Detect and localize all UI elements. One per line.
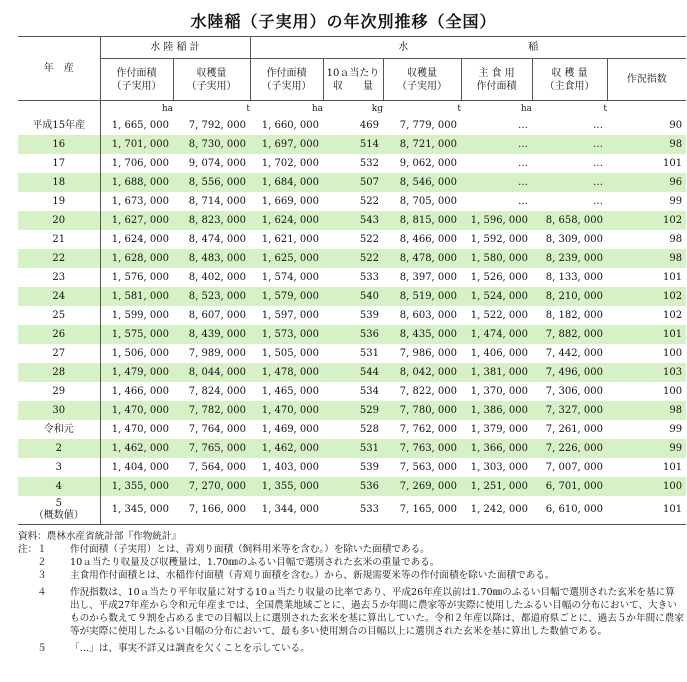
value-cell: 1, 505, 000 xyxy=(261,348,320,359)
column-header-line: 作付面積 xyxy=(266,67,307,79)
value-cell: 8, 044, 000 xyxy=(173,363,250,382)
value-cell: 7, 563, 000 xyxy=(399,462,458,473)
value-cell: 536 xyxy=(323,477,383,496)
value-cell: 101 xyxy=(607,496,686,525)
table-row xyxy=(18,458,686,477)
value-cell: 1, 576, 000 xyxy=(111,272,169,283)
value-cell: 1, 462, 000 xyxy=(250,439,323,458)
value-cell: 1, 702, 000 xyxy=(261,158,320,169)
footnote-text: 10ａ当たり収量及び収穫量は、1.70㎜のふるい目幅で選別された玄米の重量である。 xyxy=(70,557,440,568)
footnote-text: 作況指数は、10ａ当たり平年収量に対する10ａ当たり収量の比率であり、平成26年産以前は1.70㎜のふるい目幅で選別された玄米を基に算出し、平成27年産から令和元年産までは、全国農業地域ごとに、過去５か年間に農家等が実際に使用したふるい目幅の分布において、大きいものから数えて９割を占めるまでの目幅以上に選別された玄米を基に算出していた。令和２年産以降は、都道府県ごとに、過去５か年間に農家等が実際に使用したふるい目幅の分布において、最も多い使用割合の目幅以上に選別された玄米を基に算出した数値である。 xyxy=(70,587,684,637)
value-cell: 1, 303, 000 xyxy=(470,462,529,473)
source-note: 資料：農林水産省統計部『作物統計』 xyxy=(18,531,182,542)
value-cell: 98 xyxy=(607,135,686,154)
value-cell: 8, 042, 000 xyxy=(383,363,461,382)
table-row xyxy=(18,268,686,287)
unit-label: kg xyxy=(371,103,384,114)
unit-label: t xyxy=(246,103,251,114)
value-cell: 507 xyxy=(323,173,383,192)
value-cell: 8, 182, 000 xyxy=(545,310,604,321)
value-cell: 7, 986, 000 xyxy=(399,348,458,359)
value-cell: 1, 522, 000 xyxy=(470,310,529,321)
value-cell: 1, 628, 000 xyxy=(100,249,173,268)
value-cell: 1, 624, 000 xyxy=(250,211,323,230)
value-cell: 1, 697, 000 xyxy=(250,135,323,154)
value-cell: 1, 251, 000 xyxy=(461,477,532,496)
value-cell: 1, 470, 000 xyxy=(111,424,169,435)
value-cell: 1, 597, 000 xyxy=(261,310,320,321)
year-cell: 27 xyxy=(18,344,100,363)
value-cell: 7, 762, 000 xyxy=(399,424,458,435)
value-cell: 8, 603, 000 xyxy=(399,310,458,321)
value-cell: 8, 478, 000 xyxy=(383,249,461,268)
value-cell: 1, 470, 000 xyxy=(100,401,173,420)
value-cell: 8, 607, 000 xyxy=(188,310,247,321)
value-cell: 6, 701, 000 xyxy=(532,477,607,496)
footnote-text: 「…」は、事実不詳又は調査を欠くことを示している。 xyxy=(70,643,310,654)
footnote-key: ５ xyxy=(18,643,47,654)
value-cell: 102 xyxy=(607,211,686,230)
value-cell: 1, 669, 000 xyxy=(261,196,320,207)
table-body xyxy=(18,116,686,525)
column-header xyxy=(461,59,532,101)
value-cell: 6, 610, 000 xyxy=(532,496,607,525)
paddy-group-header-char2: 稲 xyxy=(528,42,539,53)
column-header-line: 作付面積 xyxy=(476,80,517,92)
value-cell: 8, 519, 000 xyxy=(383,287,461,306)
column-header xyxy=(173,59,250,101)
value-cell: 1, 366, 000 xyxy=(461,439,532,458)
value-cell: 7, 270, 000 xyxy=(173,477,250,496)
year-cell: 21 xyxy=(18,230,100,249)
value-cell: … xyxy=(518,158,529,169)
value-cell: … xyxy=(593,196,604,207)
year-cell: 28 xyxy=(18,363,100,382)
table-row xyxy=(18,382,686,401)
value-cell: 1, 665, 000 xyxy=(111,120,169,131)
value-cell: 1, 599, 000 xyxy=(111,310,169,321)
value-cell: 7, 882, 000 xyxy=(532,325,607,344)
value-cell: 1, 596, 000 xyxy=(461,211,532,230)
year-cell: 23 xyxy=(18,268,100,287)
value-cell: 8, 483, 000 xyxy=(173,249,250,268)
value-cell: 522 xyxy=(359,196,380,207)
value-cell: 1, 370, 000 xyxy=(470,386,529,397)
paddy-group-header xyxy=(250,37,686,59)
value-cell: 8, 523, 000 xyxy=(173,287,250,306)
year-cell: 4 xyxy=(18,477,100,496)
value-cell: 7, 442, 000 xyxy=(545,348,604,359)
value-cell: 7, 269, 000 xyxy=(383,477,461,496)
value-cell: 1, 462, 000 xyxy=(100,439,173,458)
year-cell: 19 xyxy=(18,192,100,211)
table-row xyxy=(18,230,686,249)
column-header-line: （主食用） xyxy=(544,80,595,92)
value-cell: 7, 792, 000 xyxy=(188,120,247,131)
value-cell: 7, 327, 000 xyxy=(532,401,607,420)
value-cell: 7, 226, 000 xyxy=(532,439,607,458)
value-cell: 1, 479, 000 xyxy=(100,363,173,382)
value-cell: 98 xyxy=(607,249,686,268)
value-cell: 9, 062, 000 xyxy=(399,158,458,169)
value-cell: 1, 621, 000 xyxy=(261,234,320,245)
value-cell: 101 xyxy=(662,158,683,169)
value-cell: 1, 673, 000 xyxy=(111,196,169,207)
value-cell: 1, 381, 000 xyxy=(461,363,532,382)
value-cell: 1, 625, 000 xyxy=(250,249,323,268)
value-cell: 96 xyxy=(607,173,686,192)
value-cell: 8, 730, 000 xyxy=(173,135,250,154)
table-row xyxy=(18,116,686,135)
footnote-key: ２ xyxy=(18,557,47,568)
footnote-key: ３ xyxy=(18,570,47,581)
value-cell: 539 xyxy=(359,462,380,473)
value-cell: 1, 386, 000 xyxy=(461,401,532,420)
value-cell: 99 xyxy=(669,424,683,435)
value-cell: 8, 239, 000 xyxy=(532,249,607,268)
value-cell: 1, 355, 000 xyxy=(100,477,173,496)
value-cell: 100 xyxy=(662,348,683,359)
table-row xyxy=(18,496,686,525)
value-cell: 1, 660, 000 xyxy=(261,120,320,131)
value-cell: 1, 344, 000 xyxy=(250,496,323,525)
value-cell: 8, 466, 000 xyxy=(399,234,458,245)
value-cell: 101 xyxy=(662,272,683,283)
table-row xyxy=(18,439,686,458)
value-cell: 533 xyxy=(359,272,380,283)
table-row xyxy=(18,363,686,382)
value-cell: 531 xyxy=(359,348,380,359)
value-cell: 1, 688, 000 xyxy=(100,173,173,192)
year-cell: 25 xyxy=(18,306,100,325)
value-cell: 90 xyxy=(669,120,683,131)
value-cell: 98 xyxy=(607,401,686,420)
value-cell: 8, 435, 000 xyxy=(383,325,461,344)
value-cell: 8, 474, 000 xyxy=(188,234,247,245)
column-header xyxy=(607,59,686,101)
value-cell: 1, 478, 000 xyxy=(250,363,323,382)
value-cell: 1, 524, 000 xyxy=(461,287,532,306)
table-row xyxy=(18,401,686,420)
value-cell: 1, 465, 000 xyxy=(261,386,320,397)
unit-label: t xyxy=(457,103,462,114)
value-cell: 8, 721, 000 xyxy=(383,135,461,154)
value-cell: … xyxy=(461,135,532,154)
footnote-key: 注：１ xyxy=(18,544,47,555)
value-cell: 1, 404, 000 xyxy=(111,462,169,473)
footnote xyxy=(18,543,684,556)
value-cell: 1, 573, 000 xyxy=(250,325,323,344)
value-cell: 1, 474, 000 xyxy=(461,325,532,344)
unit-label: t xyxy=(603,103,608,114)
value-cell: 8, 714, 000 xyxy=(188,196,247,207)
column-header-line: 収穫量 xyxy=(196,67,227,79)
rice-statistics-table xyxy=(18,36,686,525)
footnote-text: 作付面積（子実用）とは、青刈り面積（飼料用米等を含む。）を除いた面積である。 xyxy=(70,544,430,555)
value-cell: 1, 355, 000 xyxy=(250,477,323,496)
value-cell: 522 xyxy=(359,234,380,245)
value-cell: 101 xyxy=(607,325,686,344)
footnote-key: ４ xyxy=(18,587,47,598)
column-header xyxy=(100,59,173,101)
value-cell: 1, 684, 000 xyxy=(250,173,323,192)
value-cell: 99 xyxy=(607,439,686,458)
value-cell: 7, 763, 000 xyxy=(383,439,461,458)
column-header-line: 主 食 用 xyxy=(478,67,515,79)
year-cell: 平成15年産 xyxy=(18,116,100,135)
year-cell: 29 xyxy=(18,382,100,401)
value-cell: 1, 592, 000 xyxy=(470,234,529,245)
table-row xyxy=(18,154,686,173)
value-cell: 1, 574, 000 xyxy=(261,272,320,283)
value-cell: … xyxy=(518,120,529,131)
value-cell: 7, 165, 000 xyxy=(383,496,461,525)
table-row xyxy=(18,344,686,363)
year-cell: 18 xyxy=(18,173,100,192)
table-row xyxy=(18,173,686,192)
column-header-line: （子実用） xyxy=(261,80,312,92)
value-cell: 7, 989, 000 xyxy=(188,348,247,359)
value-cell: 7, 780, 000 xyxy=(383,401,461,420)
column-header-line: （子実用） xyxy=(186,80,237,92)
value-cell: 102 xyxy=(607,287,686,306)
column-header-line: 10ａ当たり xyxy=(326,67,380,79)
table-row xyxy=(18,287,686,306)
table-row xyxy=(18,192,686,211)
value-cell: 469 xyxy=(359,120,380,131)
value-cell: 533 xyxy=(323,496,383,525)
column-header xyxy=(323,59,383,101)
value-cell: 7, 306, 000 xyxy=(545,386,604,397)
unit-label: ha xyxy=(311,103,324,114)
value-cell: … xyxy=(593,158,604,169)
column-header-line: 収 量 xyxy=(333,80,374,92)
value-cell: 1, 506, 000 xyxy=(111,348,169,359)
footnote xyxy=(18,642,684,655)
unit-label: ha xyxy=(520,103,533,114)
footnote-text: 主食用作付面積とは、水稲作付面積（青刈り面積を含む。）から、新規需要米等の作付面積を除いた面積である。 xyxy=(70,570,555,581)
value-cell: 1, 579, 000 xyxy=(250,287,323,306)
notes xyxy=(18,530,684,655)
year-cell: 26 xyxy=(18,325,100,344)
value-cell: 1, 242, 000 xyxy=(461,496,532,525)
column-header xyxy=(532,59,607,101)
value-cell: 7, 824, 000 xyxy=(188,386,247,397)
year-cell: 16 xyxy=(18,135,100,154)
value-cell: 544 xyxy=(323,363,383,382)
value-cell: 1, 624, 000 xyxy=(111,234,169,245)
value-cell: … xyxy=(461,173,532,192)
year-cell: 30 xyxy=(18,401,100,420)
value-cell: 9, 074, 000 xyxy=(188,158,247,169)
value-cell: 99 xyxy=(669,196,683,207)
value-cell: 8, 823, 000 xyxy=(173,211,250,230)
year-cell: 2 xyxy=(18,439,100,458)
year-cell: 20 xyxy=(18,211,100,230)
value-cell: 7, 779, 000 xyxy=(399,120,458,131)
value-cell: 98 xyxy=(669,234,683,245)
value-cell: 7, 007, 000 xyxy=(545,462,604,473)
year-cell: 令和元 xyxy=(18,420,100,439)
table-row xyxy=(18,135,686,154)
value-cell: 1, 379, 000 xyxy=(470,424,529,435)
value-cell: 102 xyxy=(662,310,683,321)
value-cell: 7, 765, 000 xyxy=(173,439,250,458)
value-cell: 8, 133, 000 xyxy=(545,272,604,283)
value-cell: 8, 210, 000 xyxy=(532,287,607,306)
units-row xyxy=(18,101,686,117)
column-header-line: 収 穫 量 xyxy=(551,67,588,79)
value-cell: 8, 815, 000 xyxy=(383,211,461,230)
column-header-line: 収穫量 xyxy=(407,67,438,79)
value-cell: 514 xyxy=(323,135,383,154)
footnote xyxy=(18,569,684,582)
value-cell: 7, 166, 000 xyxy=(173,496,250,525)
value-cell: 1, 627, 000 xyxy=(100,211,173,230)
value-cell: 1, 581, 000 xyxy=(100,287,173,306)
value-cell: 1, 580, 000 xyxy=(461,249,532,268)
table-row xyxy=(18,325,686,344)
value-cell: 8, 309, 000 xyxy=(545,234,604,245)
value-cell: 543 xyxy=(323,211,383,230)
value-cell: 528 xyxy=(359,424,380,435)
value-cell: 100 xyxy=(662,386,683,397)
value-cell: 1, 470, 000 xyxy=(250,401,323,420)
column-header-line: （子実用） xyxy=(397,80,448,92)
value-cell: 531 xyxy=(323,439,383,458)
value-cell: 1, 345, 000 xyxy=(100,496,173,525)
value-cell: 1, 406, 000 xyxy=(470,348,529,359)
unit-label: ha xyxy=(161,103,173,114)
column-header-line: （子実用） xyxy=(111,80,162,92)
value-cell: 1, 701, 000 xyxy=(100,135,173,154)
value-cell: 101 xyxy=(662,462,683,473)
table-row xyxy=(18,211,686,230)
table-row xyxy=(18,249,686,268)
table-row xyxy=(18,420,686,439)
table-row xyxy=(18,306,686,325)
value-cell: 1, 575, 000 xyxy=(100,325,173,344)
value-cell: 8, 402, 000 xyxy=(188,272,247,283)
value-cell: 1, 469, 000 xyxy=(261,424,320,435)
value-cell: 8, 705, 000 xyxy=(399,196,458,207)
footnote xyxy=(18,586,684,638)
value-cell: 8, 556, 000 xyxy=(173,173,250,192)
value-cell: 540 xyxy=(323,287,383,306)
year-cell: 3 xyxy=(18,458,100,477)
value-cell: 532 xyxy=(359,158,380,169)
value-cell: 100 xyxy=(607,477,686,496)
column-header-line: 作況指数 xyxy=(626,74,667,85)
value-cell: 7, 261, 000 xyxy=(545,424,604,435)
value-cell: 7, 782, 000 xyxy=(173,401,250,420)
value-cell: 8, 439, 000 xyxy=(173,325,250,344)
year-cell: 17 xyxy=(18,154,100,173)
value-cell: 103 xyxy=(607,363,686,382)
value-cell: 7, 764, 000 xyxy=(188,424,247,435)
value-cell: 1, 403, 000 xyxy=(261,462,320,473)
year-cell: 22 xyxy=(18,249,100,268)
value-cell: 1, 706, 000 xyxy=(111,158,169,169)
table-row xyxy=(18,477,686,496)
value-cell: 7, 496, 000 xyxy=(532,363,607,382)
value-cell: 1, 466, 000 xyxy=(111,386,169,397)
year-cell: 5 （概数値） xyxy=(18,496,100,525)
total-group-header: 水 陸 稲 計 xyxy=(100,37,250,59)
value-cell: 7, 564, 000 xyxy=(188,462,247,473)
value-cell: 536 xyxy=(323,325,383,344)
footnote xyxy=(18,556,684,569)
value-cell: 8, 546, 000 xyxy=(383,173,461,192)
value-cell: 8, 658, 000 xyxy=(532,211,607,230)
column-header xyxy=(383,59,461,101)
value-cell: 8, 397, 000 xyxy=(399,272,458,283)
value-cell: … xyxy=(518,196,529,207)
page-title: 水陸稲（子実用）の年次別推移（全国） xyxy=(190,12,497,31)
value-cell: … xyxy=(593,120,604,131)
paddy-group-header-char1: 水 xyxy=(398,42,409,53)
unit-label xyxy=(607,101,686,117)
value-cell: 534 xyxy=(359,386,380,397)
value-cell: … xyxy=(532,173,607,192)
year-column-header: 年 産 xyxy=(18,37,100,101)
column-header xyxy=(250,59,323,101)
value-cell: 7, 822, 000 xyxy=(399,386,458,397)
value-cell: 522 xyxy=(323,249,383,268)
value-cell: 539 xyxy=(359,310,380,321)
value-cell: 529 xyxy=(323,401,383,420)
value-cell: … xyxy=(532,135,607,154)
column-header-line: 作付面積 xyxy=(116,67,157,79)
year-cell: 24 xyxy=(18,287,100,306)
value-cell: 1, 526, 000 xyxy=(470,272,529,283)
